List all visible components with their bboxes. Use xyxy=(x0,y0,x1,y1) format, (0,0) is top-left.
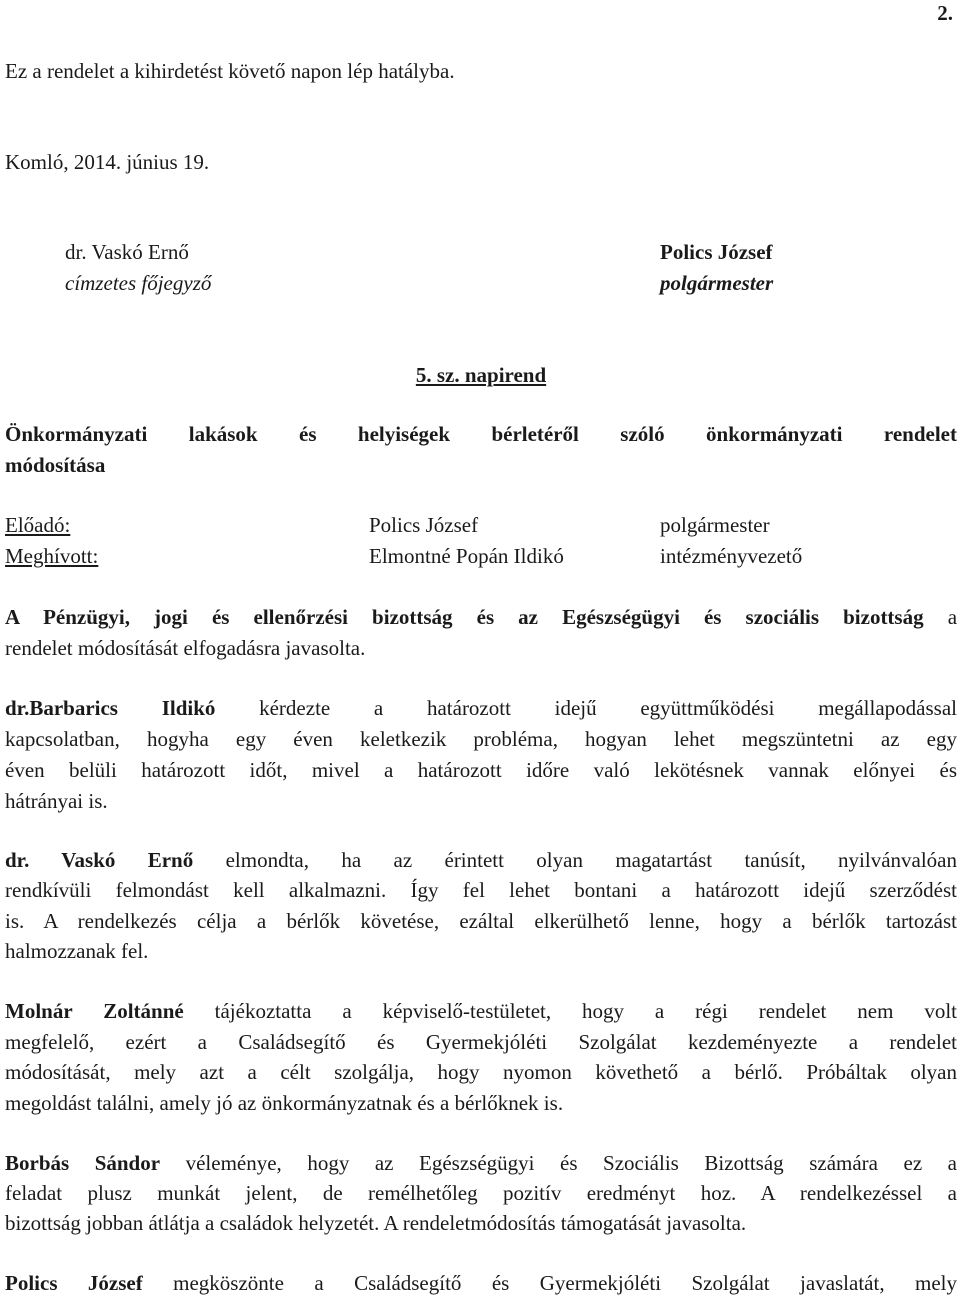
paragraph-line: hátrányai is. xyxy=(5,789,108,813)
presenter-role: polgármester xyxy=(660,513,770,537)
signature-left-name: dr. Vaskó Ernő xyxy=(65,240,189,264)
invited-label: Meghívott: xyxy=(5,544,99,568)
presenter-label: Előadó: xyxy=(5,513,71,537)
paragraph-line: halmozzanak fel. xyxy=(5,939,149,963)
signature-right-name: Polics József xyxy=(660,240,773,264)
paragraph-text: elmondta, ha az érintett olyan magatartást tanúsít, nyilvánvalóan xyxy=(225,848,958,872)
committee-text-a: a xyxy=(947,605,958,629)
paragraph-line: kapcsolatban, hogyha egy éven keletkezik probléma, hogyan lehet megszüntetni az egy xyxy=(5,727,957,751)
paragraph-text: megköszönte a Családsegítő és Gyermekjóléti Szolgálat javaslatát, mely xyxy=(173,1271,957,1295)
agenda-item-heading: 5. sz. napirend xyxy=(415,363,547,387)
effective-date-sentence: Ez a rendelet a kihirdetést követő napon lép hatályba. xyxy=(5,59,455,83)
paragraph-text: kérdezte a határozott idejű együttműködési megállapodással xyxy=(259,696,957,720)
paragraph-text: tájékoztatta a képviselő-testületet, hogy a régi rendelet nem volt xyxy=(214,999,958,1023)
paragraph-line: megfelelő, ezért a Családsegítő és Gyermekjóléti Szolgálat kezdeményezte a rendelet xyxy=(5,1030,957,1054)
signature-left-title: címzetes főjegyző xyxy=(65,271,212,295)
agenda-title-line-2: módosítása xyxy=(5,453,106,477)
paragraph-line: bizottság jobban átlátja a családok helyzetét. A rendeletmódosítás támogatását javasolta. xyxy=(5,1211,747,1235)
paragraph-line: is. A rendelkezés célja a bérlők követése, ezáltal elkerülhető lenne, hogy a bérlők tartozást xyxy=(5,909,957,933)
committee-names: A Pénzügyi, jogi és ellenőrzési bizottság és az Egészségügyi és szociális bizottság xyxy=(5,605,924,629)
paragraph-line: éven belüli határozott időt, mivel a határozott időre való lekötésnek vannak előnyei és xyxy=(5,758,957,782)
paragraph-line xyxy=(5,996,957,1026)
speaker-name: Borbás Sándor xyxy=(5,1151,161,1175)
invited-name: Elmontné Popán Ildikó xyxy=(369,544,564,568)
paragraph-line: megoldást találni, amely jó az önkormányzatnak és a bérlőknek is. xyxy=(5,1091,564,1115)
presenter-name: Polics József xyxy=(369,513,479,537)
paragraph-line xyxy=(5,1268,957,1298)
speaker-name: Polics József xyxy=(5,1271,143,1295)
place-date-line: Komló, 2014. június 19. xyxy=(5,150,210,174)
committee-recommendation-line-1 xyxy=(5,602,957,632)
page-number: 2. xyxy=(937,1,953,25)
paragraph-line xyxy=(5,845,957,875)
paragraph-line xyxy=(5,1148,957,1178)
paragraph-line: feladat plusz munkát jelent, de remélhetőleg pozitív eredményt hoz. A rendelkezéssel a xyxy=(5,1181,957,1205)
speaker-name: dr.Barbarics Ildikó xyxy=(5,696,216,720)
paragraph-line: rendkívüli felmondást kell alkalmazni. Így fel lehet bontani a határozott idejű szerződést xyxy=(5,878,957,902)
signature-right-title: polgármester xyxy=(660,271,774,295)
invited-role: intézményvezető xyxy=(660,544,803,568)
speaker-name: dr. Vaskó Ernő xyxy=(5,848,194,872)
committee-recommendation-line-2: rendelet módosítását elfogadásra javasolta. xyxy=(5,636,366,660)
paragraph-line: módosítását, mely azt a célt szolgálja, hogy nyomon követhető a bérlő. Próbáltak olyan xyxy=(5,1060,957,1084)
speaker-name: Molnár Zoltánné xyxy=(5,999,184,1023)
paragraph-text: véleménye, hogy az Egészségügyi és Szociális Bizottság számára ez a xyxy=(185,1151,957,1175)
agenda-title-line-1: Önkormányzati lakások és helyiségek bérletéről szóló önkormányzati rendelet xyxy=(5,422,957,446)
paragraph-line xyxy=(5,693,957,723)
